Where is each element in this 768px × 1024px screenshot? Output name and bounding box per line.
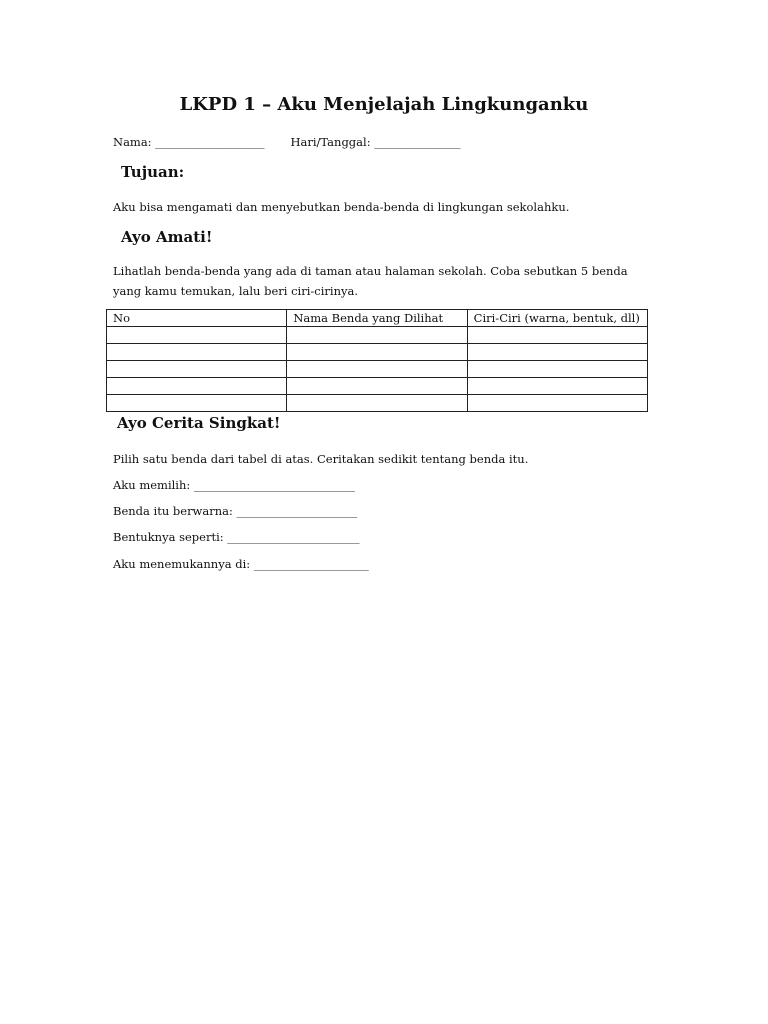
table-cell[interactable] xyxy=(467,395,647,412)
table-row xyxy=(107,327,648,344)
ayo-amati-heading: Ayo Amati! xyxy=(121,228,213,246)
column-header-no: No xyxy=(107,310,287,327)
table-cell[interactable] xyxy=(107,361,287,378)
column-header-ciri-ciri: Ciri-Ciri (warna, bentuk, dll) xyxy=(467,310,647,327)
table-cell[interactable] xyxy=(107,395,287,412)
table-cell[interactable] xyxy=(467,378,647,395)
table-cell[interactable] xyxy=(287,361,467,378)
answer-line-memilih[interactable]: Aku memilih: ____________________________ xyxy=(113,478,355,492)
table-cell[interactable] xyxy=(467,327,647,344)
ayo-cerita-intro: Pilih satu benda dari tabel di atas. Ceritakan sedikit tentang benda itu. xyxy=(113,452,529,466)
answer-line-bentuk[interactable]: Bentuknya seperti: _______________________ xyxy=(113,530,360,544)
student-info-row xyxy=(113,135,460,149)
table-cell[interactable] xyxy=(287,395,467,412)
answer-line-warna[interactable]: Benda itu berwarna: _____________________ xyxy=(113,504,358,518)
table-cell[interactable] xyxy=(107,378,287,395)
table-row xyxy=(107,378,648,395)
tujuan-text: Aku bisa mengamati dan menyebutkan benda-benda di lingkungan sekolahku. xyxy=(113,200,570,214)
table-header-row xyxy=(107,310,648,327)
table-cell[interactable] xyxy=(107,327,287,344)
table-cell[interactable] xyxy=(287,327,467,344)
answer-line-lokasi[interactable]: Aku menemukannya di: ____________________ xyxy=(113,557,369,571)
table-row xyxy=(107,395,648,412)
table-row xyxy=(107,361,648,378)
ayo-amati-text: Lihatlah benda-benda yang ada di taman atau halaman sekolah. Coba sebutkan 5 benda yang kamu temukan, lalu beri ciri-cirinya. xyxy=(113,264,628,298)
table-cell[interactable] xyxy=(287,378,467,395)
column-header-nama-benda: Nama Benda yang Dilihat xyxy=(287,310,467,327)
name-field[interactable]: Nama: ___________________ xyxy=(113,135,265,149)
ayo-cerita-heading: Ayo Cerita Singkat! xyxy=(117,414,281,432)
tujuan-heading: Tujuan: xyxy=(121,163,185,181)
table-cell[interactable] xyxy=(287,344,467,361)
table-cell[interactable] xyxy=(467,344,647,361)
table-cell[interactable] xyxy=(107,344,287,361)
page-title: LKPD 1 – Aku Menjelajah Lingkunganku xyxy=(179,94,589,115)
table-row xyxy=(107,344,648,361)
date-field[interactable]: Hari/Tanggal: _______________ xyxy=(290,135,461,149)
table-cell[interactable] xyxy=(467,361,647,378)
observation-table xyxy=(106,309,648,412)
